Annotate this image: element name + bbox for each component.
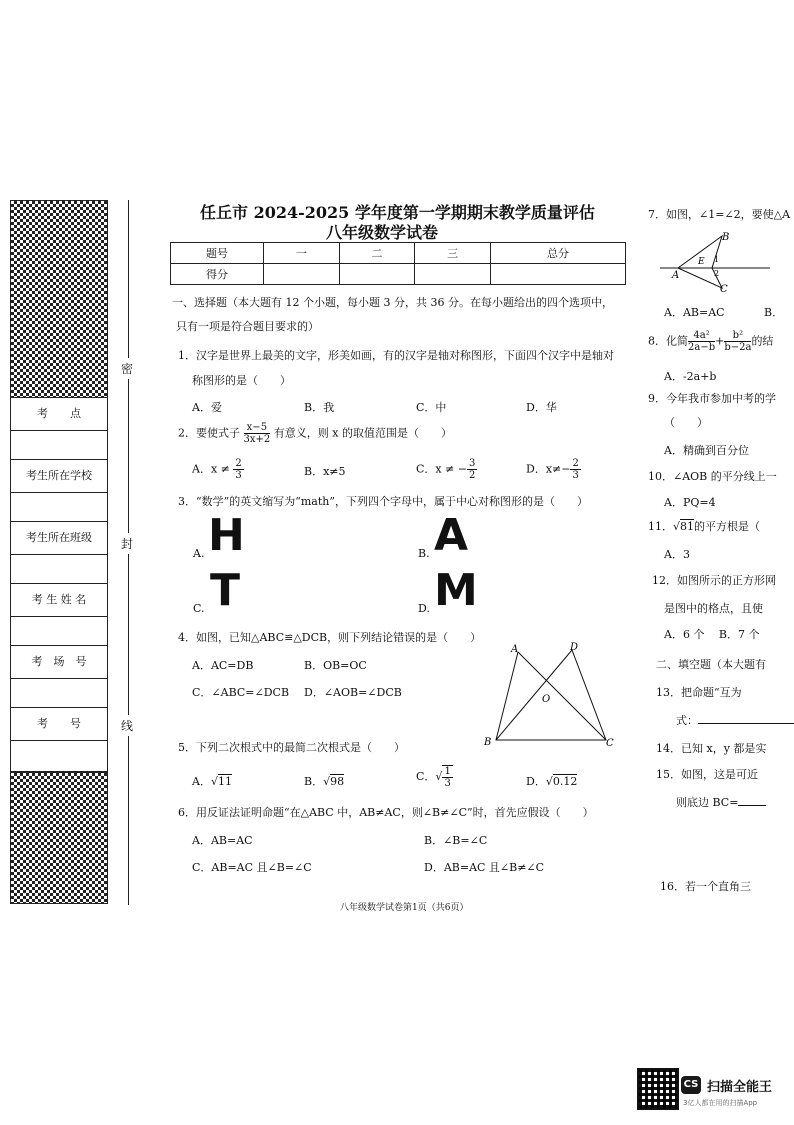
- question-2: [178, 422, 452, 445]
- q2-pre: 2．要使式子: [178, 426, 240, 440]
- question-4: 4．如图，已知△ABC≌△DCB，则下列结论错误的是（ ）: [178, 631, 482, 644]
- question-3: 3．“数学”的英文缩写为“math”，下列四个字母中，属于中心对称图形的是（ ）: [178, 495, 588, 508]
- q2-d-den: 3: [572, 470, 579, 481]
- q12-text-line2: 是图中的格点，且使: [664, 602, 763, 615]
- score-col-header: 二: [339, 243, 415, 264]
- q11-text: 11．√81的平方根是（: [648, 520, 761, 533]
- q3-option-a-label: A.: [193, 547, 205, 560]
- q2-option-b: B．x≠5: [304, 465, 346, 478]
- q15-blank[interactable]: [738, 805, 766, 806]
- scanner-tagline: 3亿人都在用的扫描App: [683, 1099, 758, 1107]
- q10-option-a: A．PQ=4: [664, 496, 716, 509]
- sidebar-field-exam-site: 考 点: [10, 397, 108, 431]
- q4-label-b: B: [484, 737, 492, 748]
- q2-d-text: D．x≠−: [526, 462, 571, 476]
- q8-option-a: A．-2a+b: [664, 370, 717, 383]
- q5-d-label: D．: [526, 775, 546, 788]
- sidebar-field-school-input: [10, 492, 108, 522]
- q7-label-1: 1: [714, 255, 720, 264]
- q4-option-a: A．AC=DB: [192, 659, 254, 672]
- q7-label-2: 2: [714, 269, 720, 278]
- q5-b-label: B．: [304, 775, 324, 788]
- score-col-header: 一: [264, 243, 340, 264]
- score-cell: [490, 264, 625, 285]
- scanner-app-name: 扫描全能王: [707, 1080, 773, 1095]
- q11-post: 的平方根是（: [694, 520, 761, 533]
- q4-figure: [478, 640, 618, 750]
- q2-a-frac: [233, 458, 243, 481]
- q2-a-text: A．x ≠: [192, 462, 234, 476]
- q4-option-d: D．∠AOB=∠DCB: [304, 686, 402, 699]
- q12-options: A．6 个 B．7 个: [664, 628, 760, 641]
- q4-label-o: O: [542, 694, 551, 705]
- score-col-header: 三: [415, 243, 491, 264]
- seal-mark-xian: 线: [121, 715, 133, 736]
- q10-text: 10．∠AOB 的平分线上一: [648, 470, 777, 483]
- sidebar-field-room-input: [10, 678, 108, 708]
- score-col-header: 总分: [490, 243, 625, 264]
- sidebar-pattern-top: [10, 200, 108, 398]
- q9-text: 9．今年我市参加中考的学: [648, 392, 776, 405]
- q5-d-val: 0.12: [552, 775, 578, 788]
- q8-n2: b²: [724, 330, 751, 342]
- q5-b-val: 98: [330, 775, 345, 788]
- q2-d-num: 2: [572, 458, 579, 469]
- scanner-logo-icon: CS: [681, 1076, 701, 1094]
- score-cell: [415, 264, 491, 285]
- q6-option-b: B．∠B=∠C: [424, 834, 488, 847]
- q15-text: 15．如图，这是可近: [656, 768, 758, 781]
- q7-label-c: C: [720, 284, 728, 292]
- q8-d2: b−2a: [724, 342, 752, 353]
- scanner-qr-code: [637, 1068, 679, 1110]
- question-6: 6．用反证法证明命题“在△ABC 中，AB≠AC，则∠B≠∠C”时，首先应假设（ ）: [178, 806, 594, 819]
- page-subtitle: 八年级数学试卷: [326, 223, 439, 242]
- q2-d-frac: [570, 458, 580, 481]
- q11-option-a: A．3: [664, 548, 690, 561]
- q1-option-d: D．华: [526, 401, 557, 414]
- q6-option-d: D．AB=AC 且∠B≠∠C: [424, 861, 545, 874]
- sidebar-field-number-input: [10, 740, 108, 772]
- q7-option-b: B．: [764, 306, 784, 319]
- q4-label-d: D: [570, 642, 579, 653]
- q5-option-b: B．√98: [304, 775, 345, 788]
- q8-frac1: [688, 330, 715, 353]
- q15-label: 则底边 BC=: [676, 796, 739, 809]
- q14-text: 14．已知 x，y 都是实: [656, 742, 767, 755]
- q5-c-den: 3: [444, 778, 451, 789]
- score-table: [170, 242, 626, 285]
- q1-option-a: A．爱: [192, 401, 222, 414]
- q8-text: [648, 330, 773, 353]
- q11-pre: 11．: [648, 520, 673, 533]
- q2-c-num: 3: [469, 458, 476, 469]
- sidebar-field-name-input: [10, 616, 108, 646]
- q13-label: 式：: [676, 714, 698, 727]
- q8-plus: +: [715, 334, 725, 348]
- sidebar-field-school: 考生所在学校: [10, 459, 108, 493]
- q11-rad: 81: [680, 520, 695, 533]
- q4-option-b: B．OB=OC: [304, 659, 367, 672]
- q3-option-a-letter: H: [208, 510, 245, 561]
- q1-option-b: B．我: [304, 401, 335, 414]
- score-row-label: 得分: [171, 264, 264, 285]
- section2-heading: 二、填空题（本大题有: [656, 658, 766, 671]
- q2-den: 3x+2: [243, 434, 271, 445]
- q16-text: 16．若一个直角三: [660, 880, 751, 893]
- q4-option-c: C．∠ABC=∠DCB: [192, 686, 290, 699]
- q5-option-a: A．√11: [192, 775, 232, 788]
- q2-num: x−5: [244, 422, 271, 434]
- q13-text: 13．把命题“互为: [656, 686, 742, 699]
- q2-a-den: 3: [235, 470, 242, 481]
- q1-option-c: C．中: [416, 401, 447, 414]
- page-title: 任丘市 2024-2025 学年度第一学期期末教学质量评估: [200, 203, 595, 222]
- sidebar-field-room: 考 场 号: [10, 645, 108, 679]
- q13-blank[interactable]: [698, 723, 794, 724]
- q2-option-a: [192, 458, 244, 481]
- q15-line2: [676, 794, 766, 810]
- q6-option-c: C．AB=AC 且∠B=∠C: [192, 861, 312, 874]
- q2-a-num: 2: [235, 458, 242, 469]
- q7-text: 7．如图，∠1=∠2，要使△A: [648, 208, 791, 221]
- q6-option-a: A．AB=AC: [192, 834, 253, 847]
- q3-option-d-letter: M: [434, 565, 478, 616]
- q5-c-num: 1: [444, 766, 451, 777]
- q8-n1: 4a²: [688, 330, 715, 342]
- seal-mark-feng: 封: [121, 533, 133, 554]
- q8-pre: 8．化简: [648, 334, 688, 348]
- q2-c-frac: [467, 458, 477, 481]
- q5-option-d: D．√0.12: [526, 775, 578, 788]
- q3-option-d-label: D.: [418, 602, 430, 615]
- sidebar-field-class-input: [10, 554, 108, 584]
- q7-label-b: B: [722, 232, 730, 243]
- section1-heading: 一、选择题（本大题有 12 个小题，每小题 3 分，共 36 分。在每小题给出的四个选项中，: [172, 296, 613, 309]
- sidebar-field-exam-site-input: [10, 430, 108, 460]
- sidebar-field-class: 考生所在班级: [10, 521, 108, 555]
- q2-option-c: [416, 458, 477, 481]
- score-col-header: 题号: [171, 243, 264, 264]
- q3-option-b-label: B.: [418, 547, 430, 560]
- score-cell: [339, 264, 415, 285]
- q2-fraction: [244, 422, 271, 445]
- q4-label-a: A: [511, 644, 519, 655]
- section1-heading-line2: 只有一项是符合题目要求的）: [176, 320, 319, 333]
- q2-c-text: C．x ≠ −: [416, 462, 468, 476]
- sidebar-pattern-bottom: [10, 772, 108, 904]
- question-1-line2: 称图形的是（ ）: [192, 374, 291, 387]
- q8-d1: 2a−b: [688, 342, 716, 353]
- q12-text: 12．如图所示的正方形网: [652, 574, 776, 587]
- q13-line2: [676, 712, 794, 728]
- q9-paren: （ ）: [664, 416, 708, 429]
- score-cell: [264, 264, 340, 285]
- q5-a-val: 11: [217, 775, 232, 788]
- q5-c-label: C．: [416, 770, 436, 783]
- q2-option-d: [526, 458, 581, 481]
- q5-a-label: A．: [192, 775, 211, 788]
- q3-option-c-label: C.: [193, 602, 205, 615]
- q4-figure-ac: [518, 652, 606, 740]
- q8-frac2: [724, 330, 751, 353]
- sidebar-field-name: 考 生 姓 名: [10, 583, 108, 617]
- q3-option-c-letter: T: [210, 565, 241, 616]
- seal-mark-mi: 密: [121, 358, 133, 379]
- q8-post: 的结: [751, 334, 774, 348]
- q5-c-frac: [442, 765, 452, 789]
- q2-c-den: 2: [469, 470, 476, 481]
- q4-figure-lines: [496, 650, 606, 740]
- right-column: [640, 200, 794, 900]
- question-5: 5．下列二次根式中的最简二次根式是（ ）: [178, 741, 405, 754]
- q7-label-a: A: [672, 270, 680, 281]
- q3-option-b-letter: A: [434, 510, 469, 561]
- q4-label-c: C: [606, 738, 614, 749]
- sidebar-field-number: 考 号: [10, 707, 108, 741]
- q5-option-c: C．√ $\frac{1}{3}$: [416, 766, 451, 789]
- q2-post: 有意义，则 x 的取值范围是（ ）: [273, 426, 452, 440]
- q7-option-a: A．AB=AC: [664, 306, 725, 319]
- q7-figure: [660, 230, 770, 292]
- question-1: 1．汉字是世界上最美的文字，形美如画，有的汉字是轴对称图形，下面四个汉字中是轴对: [178, 349, 614, 362]
- q7-label-e: E: [698, 257, 705, 267]
- q9-option-a: A．精确到百分位: [664, 444, 749, 457]
- page-footer: 八年级数学试卷第1页（共6页）: [340, 903, 469, 913]
